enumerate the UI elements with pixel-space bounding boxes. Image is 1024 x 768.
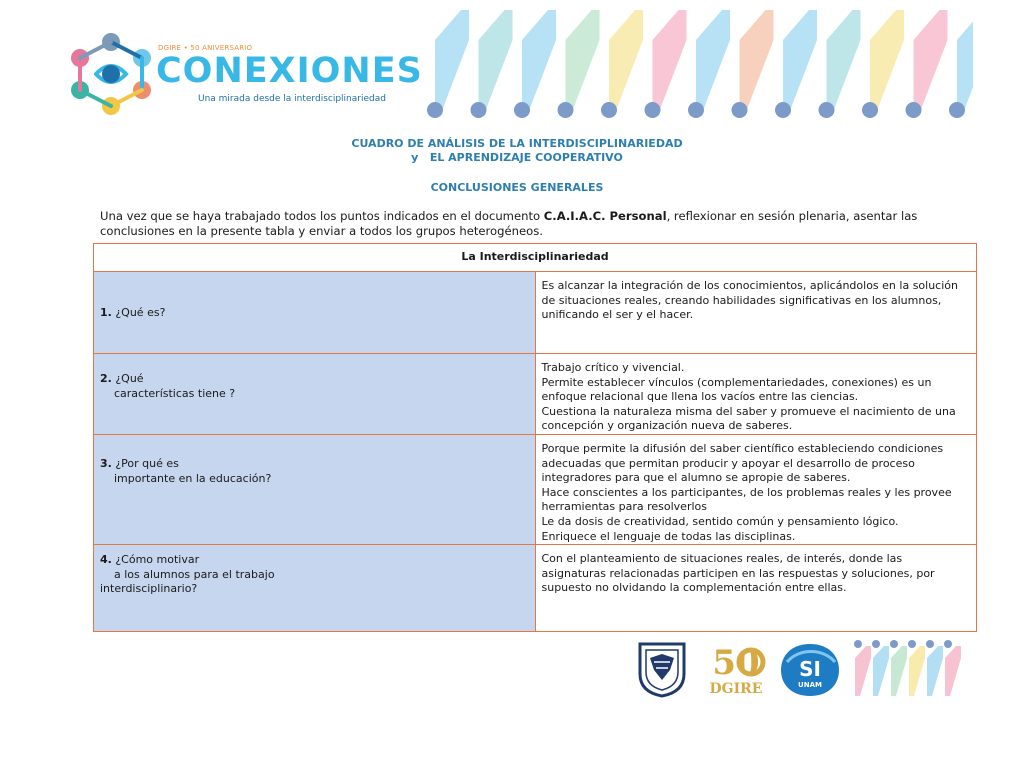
stripe-decoration <box>819 10 861 118</box>
decorative-stripes-banner <box>425 10 973 122</box>
answer-cell <box>535 435 977 545</box>
stripe-decoration <box>908 640 925 696</box>
answer-line: Le da dosis de creatividad, sentido común y pensamiento lógico. <box>541 514 899 528</box>
answer-line: Cuestiona la naturaleza misma del saber y promueve el nacimiento de una concepción y organización nueva de saberes. <box>541 404 956 433</box>
stripe-decoration <box>688 10 730 118</box>
brand-subtitle: Una mirada desde la interdisciplinariedad <box>198 94 386 104</box>
question-text-continued: importante en la educación? <box>114 471 272 485</box>
question-text: ¿Qué <box>115 372 144 385</box>
decorative-stripes-footer <box>852 638 962 698</box>
question-text: ¿Por qué es <box>115 457 179 470</box>
answer-line: Permite establecer vínculos (complementariedades, conexiones) es un enfoque relacional que llena los vacíos entre las ciencias. <box>541 375 932 404</box>
question-cell <box>94 435 536 545</box>
stripe-decoration <box>949 10 973 118</box>
analysis-table <box>93 243 977 632</box>
answer-cell <box>535 272 977 354</box>
unam-seal-icon <box>636 640 688 698</box>
intro-text-end: , reflexionar en sesión plenaria, asentar las conclusiones en la presente tabla y enviar a todos los grupos heterogéneos. <box>100 209 918 238</box>
stripe-decoration <box>906 10 948 118</box>
answer-line: Con el planteamiento de situaciones reales, de interés, donde las asignaturas relacionadas participen en las respuestas y soluciones, por supuesto no olvidando la complementación entre ellas. <box>541 552 935 595</box>
answer-cell <box>535 354 977 435</box>
brand-tagline: DGIRE • 50 ANIVERSARIO <box>158 44 253 52</box>
question-cell <box>94 545 536 632</box>
stripe-decoration <box>471 10 513 118</box>
si-unam-icon <box>779 642 841 698</box>
table-row <box>94 435 977 545</box>
intro-paragraph <box>100 209 980 239</box>
intro-document-name: C.A.I.A.C. Personal <box>543 209 667 223</box>
question-number: 3. <box>100 457 112 470</box>
table-header: La Interdisciplinariedad <box>94 244 977 272</box>
question-number: 1. <box>100 306 112 319</box>
answer-cell <box>535 545 977 632</box>
table-row <box>94 545 977 632</box>
stripe-decoration <box>872 640 889 696</box>
si-unam-logo <box>779 642 841 698</box>
question-text: ¿Qué es? <box>115 306 166 319</box>
stripe-decoration <box>427 10 469 118</box>
document-title-line-1: CUADRO DE ANÁLISIS DE LA INTERDISCIPLINARIEDAD <box>351 137 683 150</box>
stripe-decoration <box>601 10 643 118</box>
stripe-decoration <box>775 10 817 118</box>
question-text: ¿Cómo motivar <box>115 553 200 567</box>
answer-line: Enriquece el lenguaje de todas las disciplinas. <box>541 529 796 543</box>
answer-line: Trabajo crítico y vivencial. <box>541 361 685 374</box>
question-text-tail: interdisciplinario? <box>100 582 198 596</box>
brand-name: CONEXIONES <box>156 51 423 91</box>
stripe-decoration <box>926 640 943 696</box>
stripe-decoration <box>558 10 600 118</box>
svg-text:50: 50 <box>712 643 760 683</box>
section-title: CONCLUSIONES GENERALES <box>430 181 604 194</box>
document-title-line-2: y EL APRENDIZAJE COOPERATIVO <box>411 151 623 164</box>
stripe-decoration <box>890 640 907 696</box>
table-row <box>94 272 977 354</box>
stripe-decoration <box>514 10 556 118</box>
question-number: 4. <box>100 553 112 567</box>
table-header-row <box>94 244 977 272</box>
stripe-decoration <box>854 640 871 696</box>
answer-line: Es alcanzar la integración de los conocimientos, aplicándolos en la solución de situaciones reales, creando habilidades significativas en los alumnos, unificando el ser y el hacer. <box>541 279 958 322</box>
answer-line: Hace conscientes a los participantes, de los problemas reales y les provee herramientas para resolverlos <box>541 485 952 514</box>
intro-text-start: Una vez que se haya trabajado todos los puntos indicados en el documento <box>100 209 544 223</box>
svg-text:UNAM: UNAM <box>798 681 822 689</box>
question-text-continued: a los alumnos para el trabajo <box>114 567 275 581</box>
table-row <box>94 354 977 435</box>
stripe-decoration <box>732 10 774 118</box>
question-number: 2. <box>100 372 112 385</box>
answer-line: Porque permite la difusión del saber científico estableciendo condiciones adecuadas que permitan producir y apoyar el desarrollo de proceso integradores para que el alumno se apropie de saberes. <box>541 442 944 485</box>
question-text-continued: características tiene ? <box>114 386 236 400</box>
dgire-50-icon <box>703 640 769 696</box>
question-cell <box>94 354 536 435</box>
stripe-decoration <box>944 640 961 696</box>
svg-text:SI: SI <box>799 657 821 681</box>
dgire-50-logo <box>703 640 769 696</box>
conexiones-logo-icon <box>66 28 156 120</box>
stripe-decoration <box>645 10 687 118</box>
svg-text:DGIRE: DGIRE <box>709 681 763 696</box>
question-cell <box>94 272 536 354</box>
stripe-decoration <box>862 10 904 118</box>
